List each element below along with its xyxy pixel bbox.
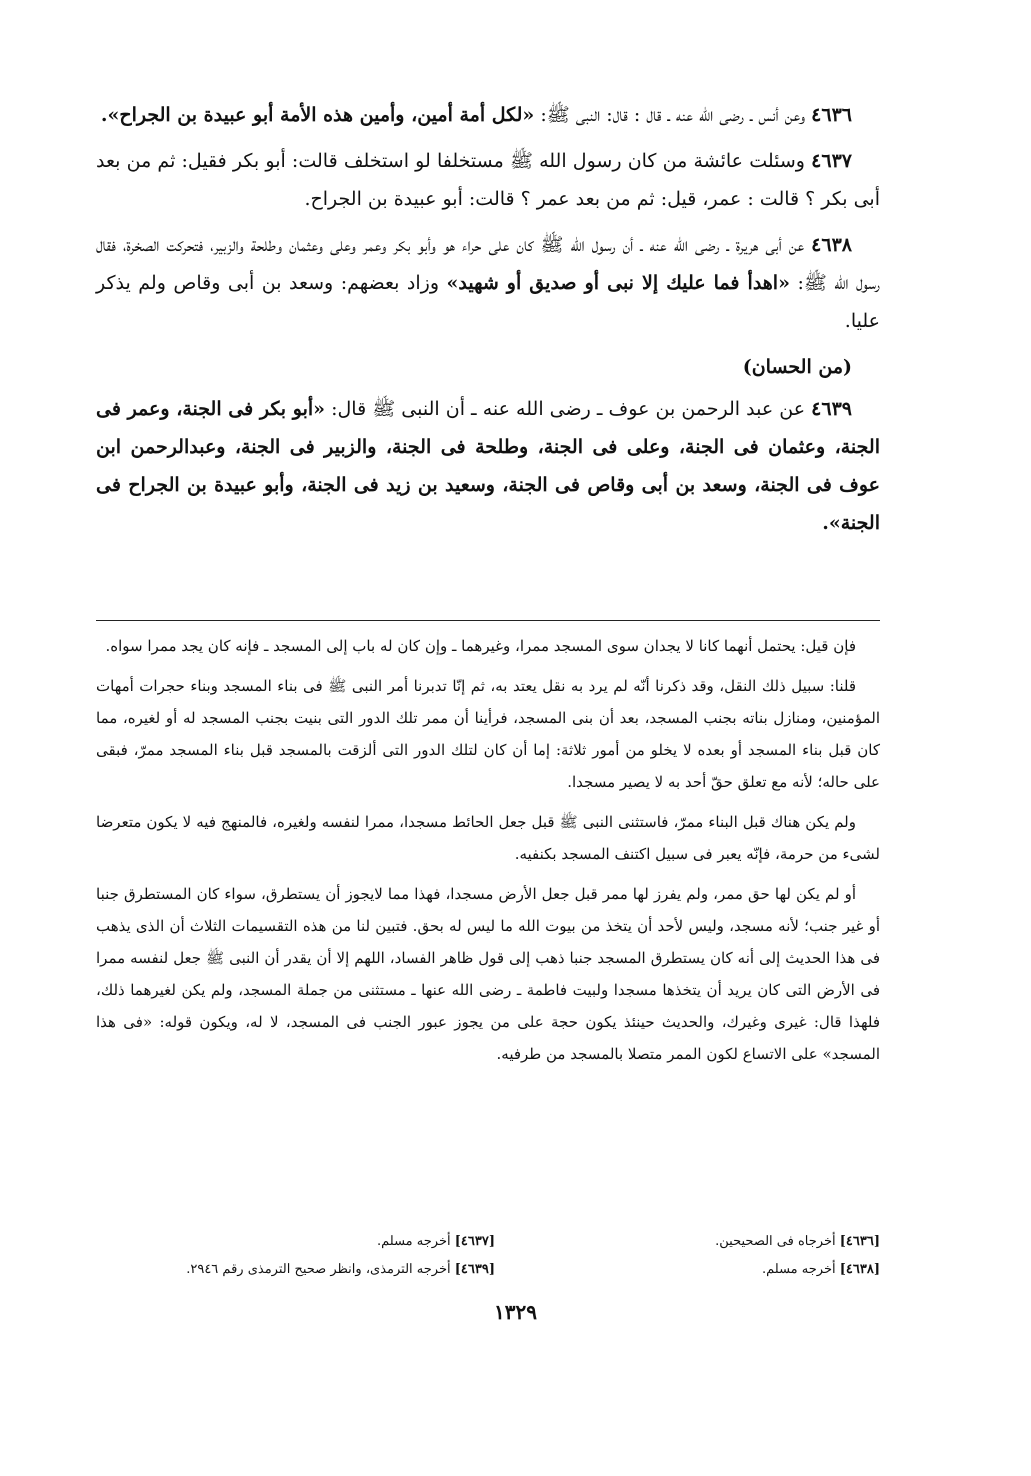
reference-text: أخرجه مسلم. bbox=[762, 1262, 836, 1277]
reference-number: [٤٦٣٦] bbox=[839, 1234, 880, 1249]
hadith-number: ٤٦٣٧ bbox=[811, 150, 852, 172]
hadith-number: ٤٦٣٨ bbox=[811, 234, 852, 256]
commentary-paragraph: فإن قيل: يحتمل أنهما كانا لا يجدان سوى المسجد ممرا، وغيرهما ـ وإن كان له باب إلى المسجد ـ فإنه كان يجد ممرا سواه. bbox=[105, 637, 856, 655]
reference-number: [٤٦٣٨] bbox=[839, 1262, 880, 1277]
hadith-section bbox=[96, 96, 880, 550]
reference-text: أخرجه مسلم. bbox=[377, 1234, 451, 1249]
hadith-quote: «اهدأ فما عليك إلا نبى أو صديق أو شهيد» bbox=[446, 272, 790, 294]
section-divider bbox=[96, 620, 880, 621]
hadith-4636 bbox=[96, 96, 880, 134]
commentary-section bbox=[96, 630, 880, 1078]
hadith-quote: «أبو بكر فى الجنة، وعمر فى الجنة، وعثمان فى الجنة، وعلى فى الجنة، وطلحة فى الجنة، والزبير فى الجنة، وعبدالرحمن ابن عوف فى الجنة، وسعد بن أبى وقاص فى الجنة، وسعيد بن زيد فى الجنة، وأبو عبيدة بن الجراح فى الجنة». bbox=[96, 398, 880, 534]
commentary-paragraph: ولم يكن هناك قبل البناء ممرّ، فاستثنى النبى ﷺ قبل جعل الحائط مسجدا، ممرا لنفسه ولغيره، فالمنهج فيه لا يكون متعرضا لشىء من حرمة، فإنّه يعبر فى سبيل اكتنف المسجد بكنفيه. bbox=[96, 813, 880, 863]
hadith-text: عن أبى هريرة ـ رضى الله عنه ـ أن رسول الله ﷺ كان على حراء هو وأبو بكر وعمر وعلى وعثمان وطلحة والزبير، فتحركت الصخرة، فقال رسول الله ﷺ: bbox=[96, 234, 880, 294]
hadith-4638 bbox=[96, 226, 880, 340]
reference-text: أخرجاه فى الصحيحين. bbox=[715, 1234, 836, 1249]
hadith-after: وزاد بعضهم: وسعد بن أبى وقاص ولم يذكر عليا. bbox=[96, 272, 880, 332]
hadith-number: ٤٦٣٩ bbox=[811, 398, 852, 420]
reference-item bbox=[150, 1256, 495, 1284]
reference-item bbox=[535, 1228, 880, 1256]
hadith-text: وسئلت عائشة من كان رسول الله ﷺ مستخلفا لو استخلف قالت: أبو بكر فقيل: ثم من بعد أبى بكر ؟ قالت : عمر، قيل: ثم من بعد عمر ؟ قالت: أبو عبيدة بن الجراح. bbox=[96, 150, 880, 210]
commentary-paragraph: أو لم يكن لها حق ممر، ولم يفرز لها ممر قبل جعل الأرض مسجدا، فهذا مما لايجوز أن يستطرق، سواء كان المستطرق جنبا أو غير جنب؛ لأنه مسجد، وليس لأحد أن يتخذ من بيوت الله ما ليس له بحق. فتبين لنا من هذه التقسيمات الثلاث أن الذى يذهب فى هذا الحديث إلى أنه كان يستطرق المسجد جنبا ذهب إلى قول ظاهر الفساد، اللهم إلا أن يقدر أن النبى ﷺ جعل لنفسه ممرا فى الأرض التى كان يريد أن يتخذها مسجدا ولبيت فاطمة ـ رضى الله عنها ـ مستثنى من جملة المسجد، ولم يكن لغيرهما ذلك، فلهذا قال: غيرى وغيرك، والحديث حينئذ يكون حجة على من يجوز عبور الجنب فى المسجد، لا له، ويكون قوله: «فى هذا المسجد» على الاتساع لكون الممر متصلا بالمسجد من طرفيه. bbox=[96, 885, 880, 1063]
hadith-number: ٤٦٣٦ bbox=[811, 104, 852, 126]
reference-number: [٤٦٣٧] bbox=[454, 1234, 495, 1249]
hadith-text: عن عبد الرحمن بن عوف ـ رضى الله عنه ـ أن النبى ﷺ قال: bbox=[325, 398, 806, 420]
reference-item bbox=[535, 1256, 880, 1284]
section-grade-heading: (من الحسان) bbox=[742, 356, 852, 378]
hadith-4639 bbox=[96, 390, 880, 542]
footnote-references bbox=[150, 1228, 880, 1284]
reference-item bbox=[150, 1228, 495, 1256]
reference-text: أخرجه الترمذى، وانظر صحيح الترمذى رقم ٢٩٤٦. bbox=[186, 1262, 451, 1277]
page-number: ١٣٢٩ bbox=[494, 1300, 537, 1324]
hadith-quote: «لكل أمة أمين، وأمين هذه الأمة أبو عبيدة بن الجراح». bbox=[100, 104, 535, 126]
hadith-4637 bbox=[96, 142, 880, 218]
reference-number: [٤٦٣٩] bbox=[454, 1262, 495, 1277]
hadith-text: وعن أنس ـ رضى الله عنه ـ قال : قال: النبى ﷺ: bbox=[534, 104, 806, 126]
commentary-paragraph: قلنا: سبيل ذلك النقل، وقد ذكرنا أنّه لم يرد به نقل يعتد به، ثم إنّا تدبرنا أمر النبى ﷺ فى بناء المسجد وبناء حجرات أمهات المؤمنين، ومنازل بناته بجنب المسجد، بعد أن بنى المسجد، فرأينا أن ممر تلك الدور التى بنيت بجنب المسجد له أو لغيره، مما كان قبل بناء المسجد أو بعده لا يخلو من أمور ثلاثة: إما أن كان لتلك الدور التى ألزقت بالمسجد قبل بناء المسجد ممرّ، فبقى على حاله؛ لأنه مع تعلق حقّ أحد به لا يصير مسجدا. bbox=[96, 677, 880, 791]
